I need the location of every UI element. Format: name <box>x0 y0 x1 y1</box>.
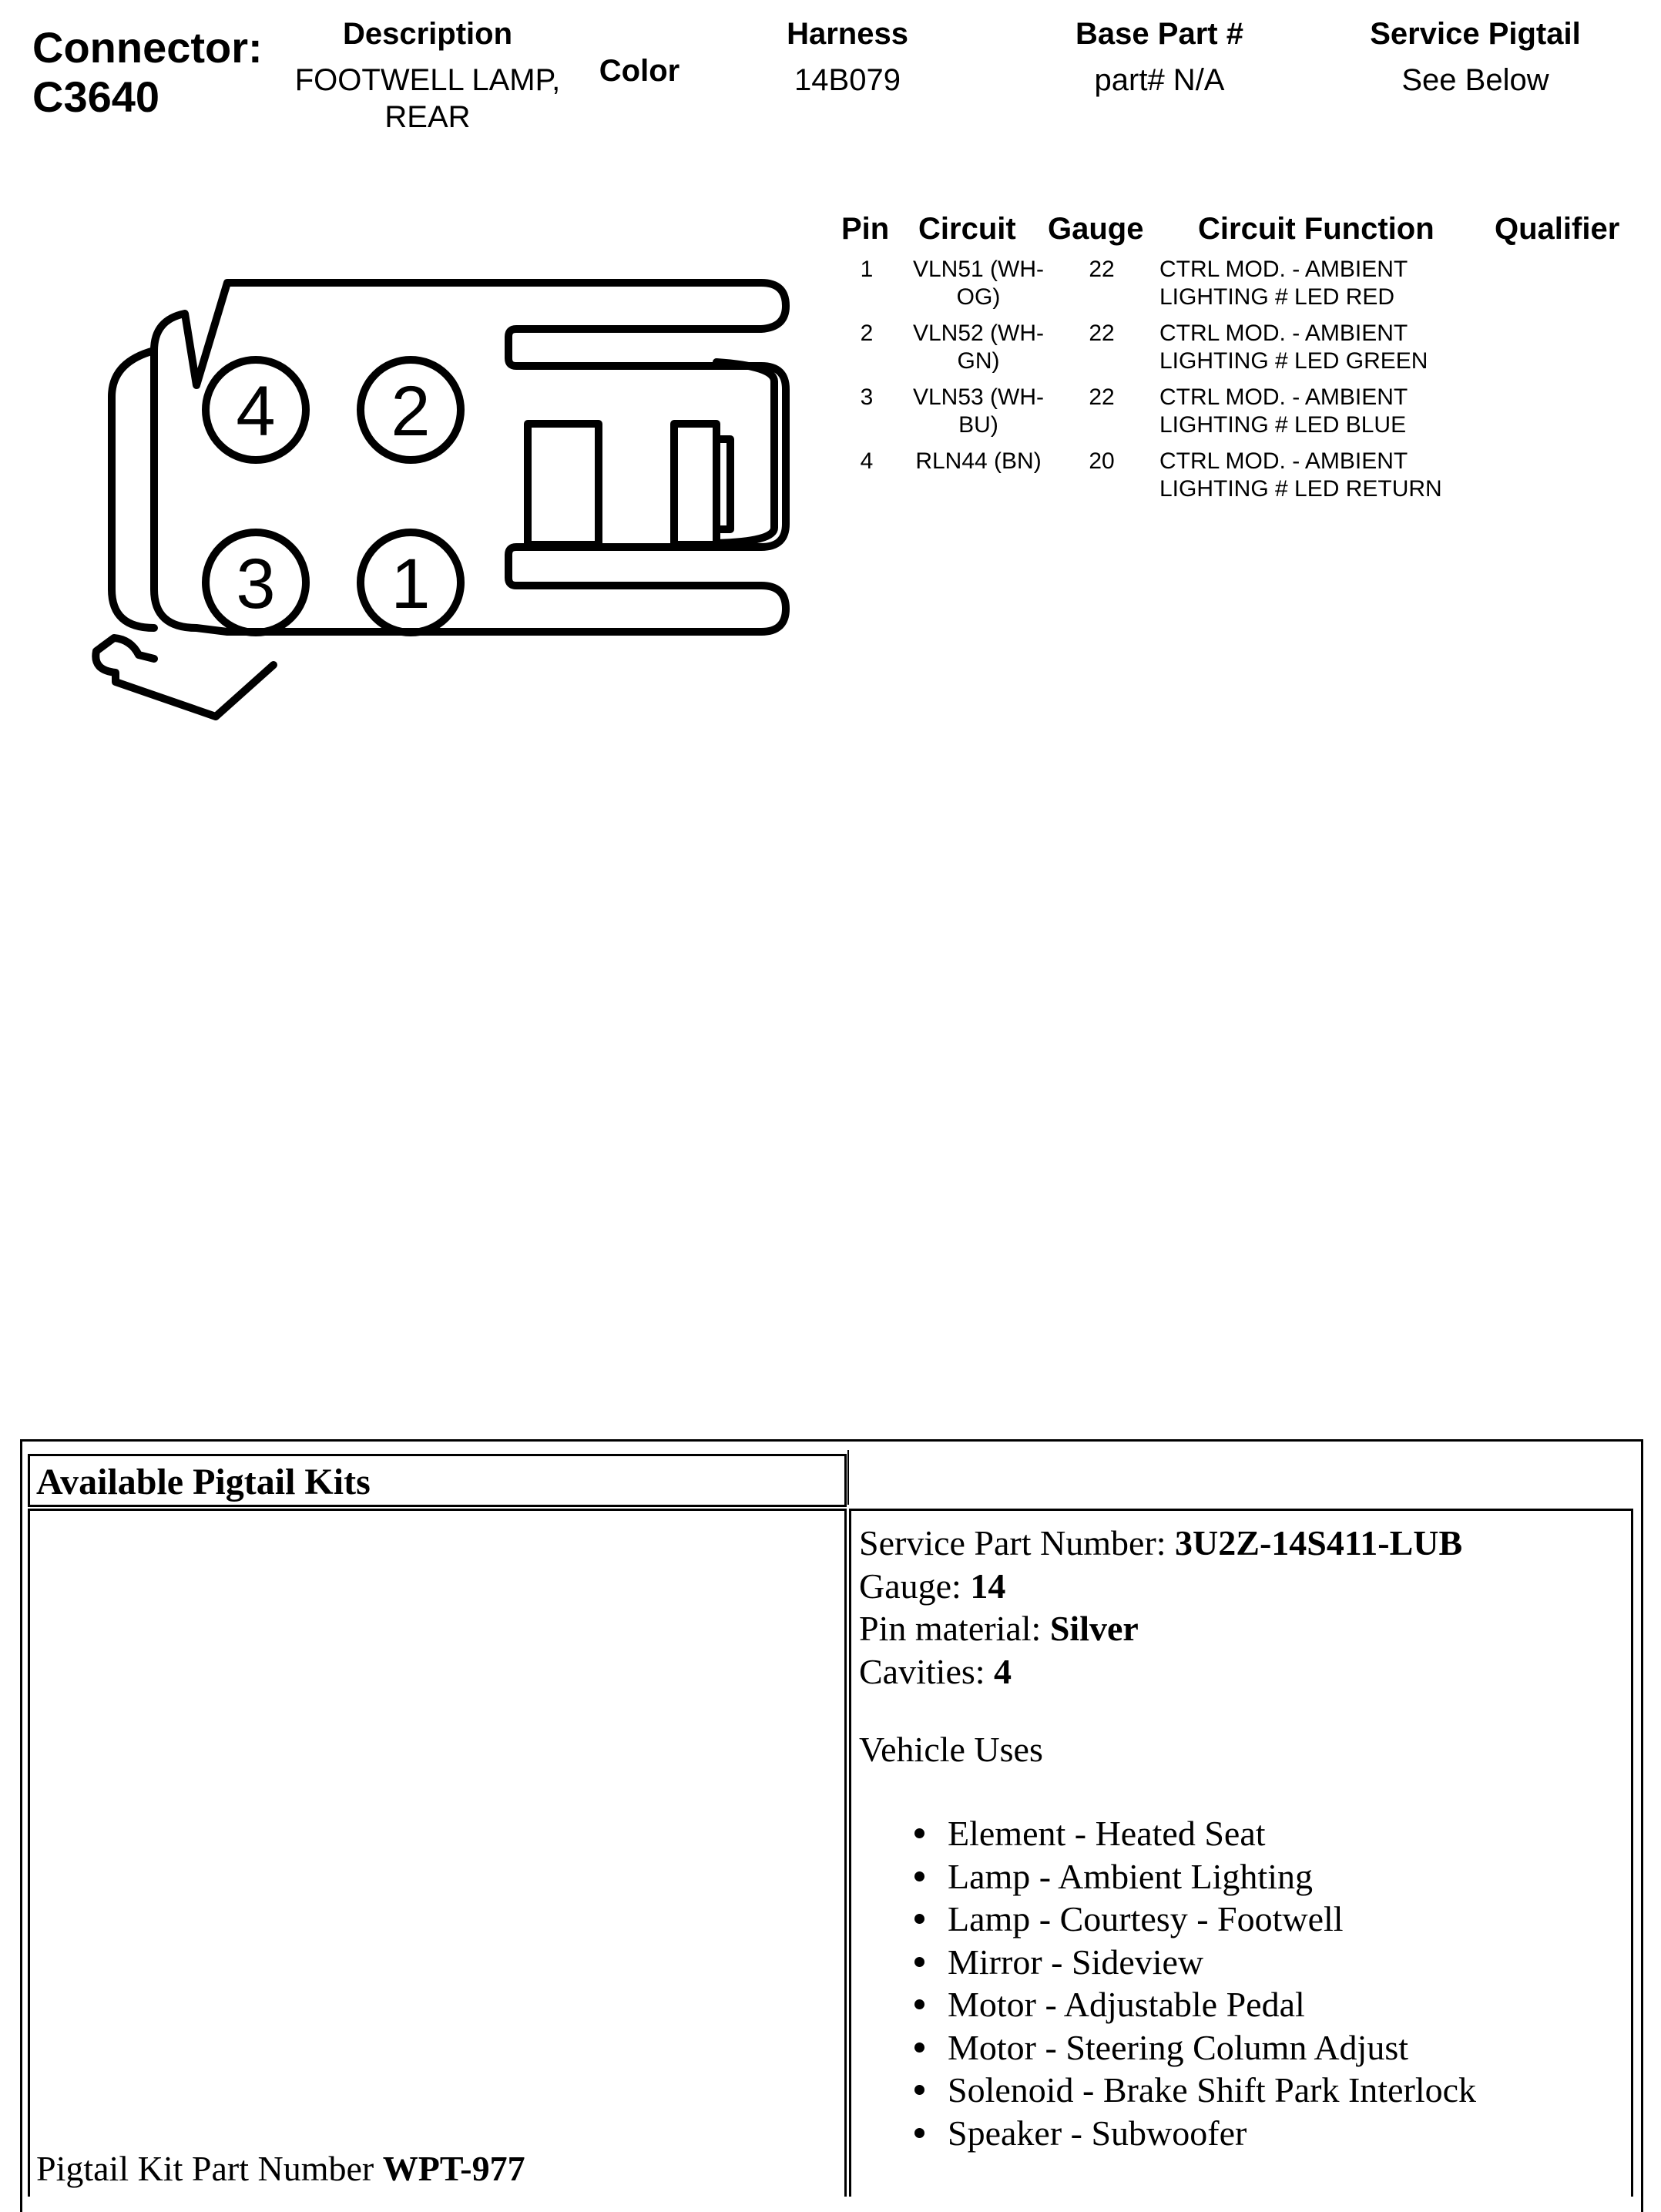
list-item <box>851 2069 1476 2112</box>
gauge-col-header: Gauge <box>1048 212 1144 246</box>
bullet-icon <box>914 1871 924 1881</box>
description-line1: FOOTWELL LAMP, <box>294 63 561 97</box>
gauge-label: Gauge: <box>859 1566 971 1606</box>
pin-label-2: 2 <box>391 372 431 451</box>
bullet-icon <box>914 2128 924 2138</box>
function-line1: CTRL MOD. - AMBIENT <box>1159 321 1408 346</box>
vehicle-uses-list <box>851 1812 1476 2154</box>
function-line2: LIGHTING # LED BLUE <box>1159 412 1407 438</box>
description-line2: REAR <box>384 100 471 134</box>
function-cell <box>1159 384 1483 439</box>
use-text: Motor - Steering Column Adjust <box>948 2027 1408 2067</box>
use-text: Motor - Adjustable Pedal <box>948 1985 1305 2024</box>
circuit-line2: OG) <box>956 284 1001 310</box>
table-row <box>832 320 1649 384</box>
use-text: Solenoid - Brake Shift Park Interlock <box>948 2070 1477 2110</box>
color-header: Color <box>599 54 680 88</box>
cavities-value: 4 <box>994 1652 1012 1691</box>
connector-slot-right <box>674 424 716 545</box>
pigtail-kit-cell <box>28 1509 847 2197</box>
pigtail-kit-part-number <box>36 2148 525 2189</box>
circuit-line2: GN) <box>957 348 1000 374</box>
service-part-number <box>859 1522 1462 1565</box>
pin-material <box>859 1607 1139 1650</box>
pin-number: 3 <box>860 384 874 410</box>
cavities <box>859 1650 1012 1693</box>
harness-header: Harness <box>787 17 908 51</box>
pigtail-details-cell <box>849 1509 1633 2197</box>
description-header: Description <box>342 17 513 51</box>
gauge-cell: 22 <box>1089 257 1115 282</box>
base-part-header: Base Part # <box>1075 17 1243 51</box>
function-cell <box>1159 320 1483 375</box>
bullet-icon <box>914 1828 924 1838</box>
connector-slot-tab <box>716 439 730 529</box>
circuit-line1: VLN51 (WH- <box>912 257 1045 282</box>
function-line2: LIGHTING # LED RETURN <box>1159 476 1442 502</box>
list-item <box>851 2112 1476 2155</box>
list-item <box>851 2026 1476 2069</box>
list-item <box>851 1898 1476 1941</box>
service-pigtail-value: See Below <box>1401 63 1549 97</box>
function-line1: CTRL MOD. - AMBIENT <box>1159 384 1408 410</box>
pigtail-header-empty-cell <box>847 1450 1635 1505</box>
harness-value: 14B079 <box>794 63 901 97</box>
gauge-value: 14 <box>970 1566 1006 1606</box>
function-line1: CTRL MOD. - AMBIENT <box>1159 257 1408 282</box>
bullet-icon <box>914 1999 924 2009</box>
connector-right-latch <box>716 362 774 543</box>
connector-label: Connector: <box>32 23 263 72</box>
base-part-value: part# N/A <box>1094 63 1225 97</box>
pigtail-gauge <box>859 1565 1005 1608</box>
connector-title <box>32 23 263 122</box>
pin-material-value: Silver <box>1049 1609 1139 1648</box>
function-line1: CTRL MOD. - AMBIENT <box>1159 448 1408 474</box>
list-item <box>851 1812 1476 1855</box>
use-text: Element - Heated Seat <box>948 1814 1266 1853</box>
connector-key <box>96 638 273 717</box>
pigtail-title-cell <box>28 1454 847 1507</box>
function-line2: LIGHTING # LED GREEN <box>1159 348 1428 374</box>
use-text: Speaker - Subwoofer <box>948 2113 1247 2153</box>
gauge-cell: 20 <box>1089 448 1115 474</box>
pin-number: 2 <box>860 321 874 346</box>
service-pigtail-header: Service Pigtail <box>1370 17 1581 51</box>
qualifier-col-header: Qualifier <box>1495 212 1620 246</box>
table-row <box>832 384 1649 448</box>
circuit-cell <box>901 384 1055 439</box>
vehicle-uses-title: Vehicle Uses <box>859 1730 1043 1769</box>
function-line2: LIGHTING # LED RED <box>1159 284 1395 310</box>
use-text: Lamp - Ambient Lighting <box>948 1856 1313 1896</box>
pin-label-3: 3 <box>236 545 276 623</box>
list-item <box>851 1941 1476 1984</box>
circuit-line1: RLN44 (BN) <box>915 448 1042 474</box>
service-part-label: Service Part Number: <box>859 1523 1176 1562</box>
list-item <box>851 1855 1476 1898</box>
circuit-line1: VLN52 (WH- <box>912 321 1045 346</box>
connector-id: C3640 <box>32 72 160 121</box>
description-value <box>277 62 578 136</box>
function-cell <box>1159 256 1483 311</box>
pin-number: 4 <box>860 448 874 474</box>
use-text: Mirror - Sideview <box>948 1942 1204 1982</box>
pigtail-section-title: Available Pigtail Kits <box>36 1462 371 1502</box>
service-part-value: 3U2Z-14S411-LUB <box>1175 1523 1463 1562</box>
gauge-cell: 22 <box>1089 384 1115 410</box>
bullet-icon <box>914 2042 924 2053</box>
circuit-cell <box>901 320 1055 375</box>
function-col-header: Circuit Function <box>1198 212 1434 246</box>
bullet-icon <box>914 2085 924 2095</box>
use-text: Lamp - Courtesy - Footwell <box>948 1899 1344 1938</box>
circuit-line2: BU) <box>958 412 998 438</box>
table-row <box>832 448 1649 512</box>
gauge-cell: 22 <box>1089 321 1115 346</box>
pin-col-header: Pin <box>841 212 890 246</box>
pin-material-label: Pin material: <box>859 1609 1050 1648</box>
kit-value: WPT-977 <box>382 2149 525 2188</box>
function-cell <box>1159 448 1483 503</box>
pin-label-1: 1 <box>391 545 431 623</box>
bullet-icon <box>914 1914 924 1924</box>
kit-label: Pigtail Kit Part Number <box>36 2149 383 2188</box>
connector-side-latch <box>112 351 154 628</box>
table-row <box>832 256 1649 321</box>
circuit-cell <box>901 448 1055 475</box>
list-item <box>851 1983 1476 2026</box>
bullet-icon <box>914 1957 924 1967</box>
connector-diagram <box>54 250 801 774</box>
circuit-line1: VLN53 (WH- <box>912 384 1045 410</box>
circuit-col-header: Circuit <box>918 212 1016 246</box>
circuit-cell <box>901 256 1055 311</box>
cavities-label: Cavities: <box>859 1652 995 1691</box>
connector-slot-left <box>528 424 599 545</box>
pin-label-4: 4 <box>236 372 276 451</box>
pin-number: 1 <box>860 257 874 282</box>
